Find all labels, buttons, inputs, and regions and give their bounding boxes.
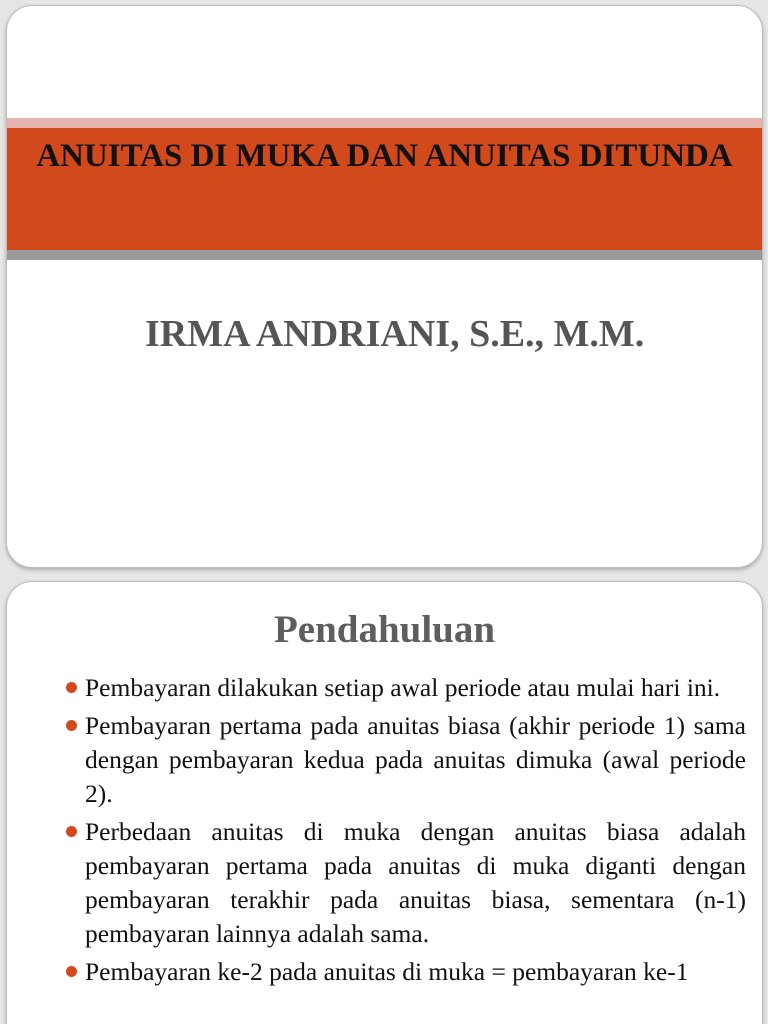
bullet-text: Pembayaran pertama pada anuitas biasa (akhir periode 1) sama dengan pembayaran kedua pada anuitas dimuka (awal periode 2). bbox=[85, 711, 746, 808]
section-title: Pendahuluan bbox=[273, 608, 496, 651]
bullet-dot-icon bbox=[66, 720, 77, 731]
title-band-highlight bbox=[7, 118, 762, 128]
bullet-text: Pembayaran ke-2 pada anuitas di muka = pembayaran ke-1 bbox=[85, 957, 689, 986]
introduction-slide bbox=[6, 581, 763, 1024]
bullet-dot-icon bbox=[66, 682, 77, 693]
bullet-item bbox=[85, 955, 746, 989]
bullet-item bbox=[85, 709, 746, 811]
bullet-list bbox=[85, 671, 746, 993]
bullet-text: Pembayaran dilakukan setiap awal periode atau mulai hari ini. bbox=[85, 673, 721, 702]
bullet-dot-icon bbox=[66, 826, 77, 837]
presentation-author: IRMA ANDRIANI, S.E., M.M. bbox=[145, 313, 645, 355]
title-band-shadow bbox=[7, 250, 762, 260]
bullet-text: Perbedaan anuitas di muka dengan anuitas biasa adalah pembayaran pertama pada anuitas di muka diganti dengan pembayaran terakhir pada anuitas biasa, sementara (n-1) pembayaran lainnya adalah sama. bbox=[85, 817, 746, 948]
bullet-item bbox=[85, 815, 746, 951]
bullet-item bbox=[85, 671, 746, 705]
bullet-dot-icon bbox=[66, 966, 77, 977]
presentation-title: ANUITAS DI MUKA DAN ANUITAS DITUNDA bbox=[36, 138, 733, 174]
title-slide bbox=[6, 5, 763, 568]
